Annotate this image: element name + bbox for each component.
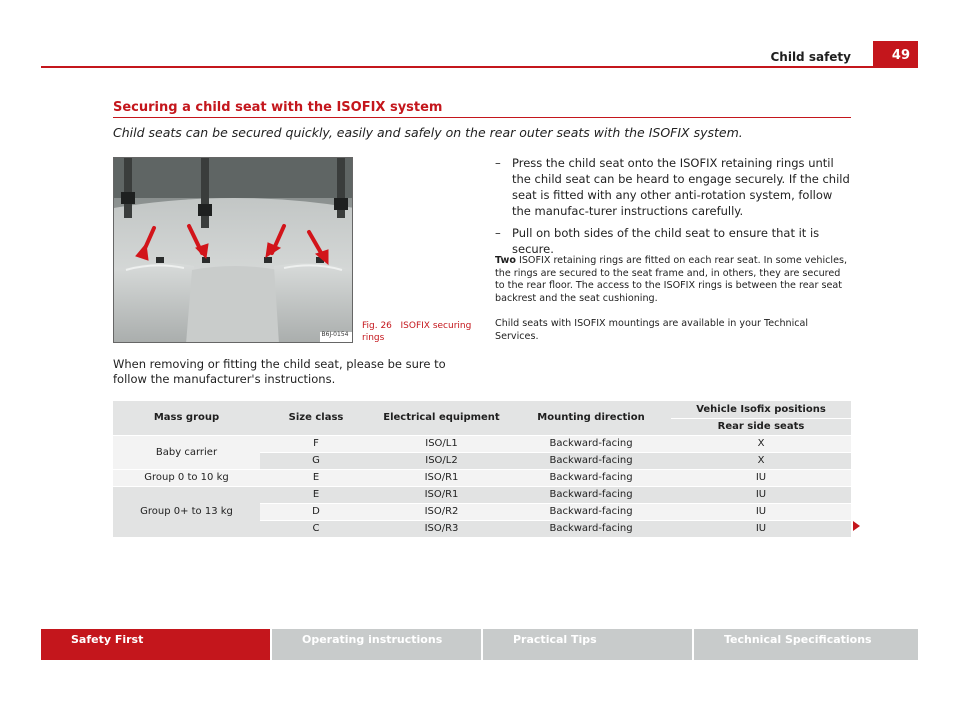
tab-operating-instructions[interactable]: Operating instructions [272,629,483,660]
tab-safety-first[interactable]: Safety First [41,629,272,660]
tab-technical-specifications[interactable]: Technical Specifications [694,629,918,660]
direction-cell: Backward-facing [511,469,671,486]
position-cell: X [671,452,851,469]
section-rule [113,117,851,118]
instruction-text: Press the child seat onto the ISOFIX retaining rings until the child seat can be heard to engage securely. If the child seat is fitted with any other anti-rotation system, follow the manufac-turer instructions carefully. [512,156,850,218]
running-header: Child safety [770,50,851,64]
tab-practical-tips[interactable]: Practical Tips [483,629,694,660]
isofix-rings-paragraph [495,255,851,305]
removal-note: When removing or fitting the child seat, please be sure to follow the manufacturer's instructions. [113,357,446,386]
instruction-step [495,225,851,257]
size-class-cell: G [260,452,372,469]
equipment-cell: ISO/R1 [372,469,511,486]
direction-cell: Backward-facing [511,486,671,503]
mass-group-cell: Group 0 to 10 kg [113,469,260,486]
size-class-cell: F [260,435,372,452]
instruction-text: Pull on both sides of the child seat to ensure that it is secure. [512,226,820,256]
size-class-cell: D [260,503,372,520]
equipment-cell: ISO/R2 [372,503,511,520]
continue-arrow-icon [853,521,860,531]
isofix-positions-table [113,401,851,538]
footer-nav [41,629,918,660]
section-title: Securing a child seat with the ISOFIX system [113,100,443,115]
size-class-cell: C [260,520,372,537]
position-cell: X [671,435,851,452]
availability-paragraph: Child seats with ISOFIX mountings are available in your Technical Services. [495,318,809,342]
table-row [113,469,851,486]
position-cell: IU [671,503,851,520]
mass-group-cell: Baby carrier [113,435,260,469]
section-intro: Child seats can be secured quickly, easily and safely on the rear outer seats with the ISOFIX system. [113,125,743,140]
figure-caption-text: ISOFIX securing rings [362,321,472,343]
size-class-cell: E [260,486,372,503]
direction-cell: Backward-facing [511,503,671,520]
header-rule [41,66,918,68]
equipment-cell: ISO/R3 [372,520,511,537]
instruction-dash: – [495,156,501,170]
page-number: 49 [873,41,918,68]
column-header-rear-side-seats: Rear side seats [671,418,851,435]
column-header-mass-group: Mass group [113,401,260,435]
isofix-figure-image [113,157,353,343]
figure-caption [362,320,472,344]
column-header-mounting-direction: Mounting direction [511,401,671,435]
direction-cell: Backward-facing [511,452,671,469]
equipment-cell: ISO/L1 [372,435,511,452]
paragraph-body: ISOFIX retaining rings are fitted on each rear seat. In some vehicles, the rings are secured to the seat frame and, in others, they are secured to the rear floor. The access to the ISOFIX rings is between the rear seat backrest and the seat cushioning. [495,255,848,304]
direction-cell: Backward-facing [511,520,671,537]
size-class-cell: E [260,469,372,486]
column-header-vehicle-isofix-positions: Vehicle Isofix positions [671,401,851,418]
equipment-cell: ISO/L2 [372,452,511,469]
position-cell: IU [671,520,851,537]
figure-code: B6J-0154 [321,331,349,338]
instruction-dash: – [495,226,501,240]
position-cell: IU [671,469,851,486]
position-cell: IU [671,486,851,503]
direction-cell: Backward-facing [511,435,671,452]
column-header-electrical-equipment: Electrical equipment [372,401,511,435]
equipment-cell: ISO/R1 [372,486,511,503]
paragraph-lead: Two [495,255,516,266]
table-row [113,486,851,503]
column-header-size-class: Size class [260,401,372,435]
mass-group-cell: Group 0+ to 13 kg [113,486,260,537]
table-row [113,435,851,452]
instruction-step [495,155,851,219]
figure-caption-label: Fig. 26 [362,321,392,331]
